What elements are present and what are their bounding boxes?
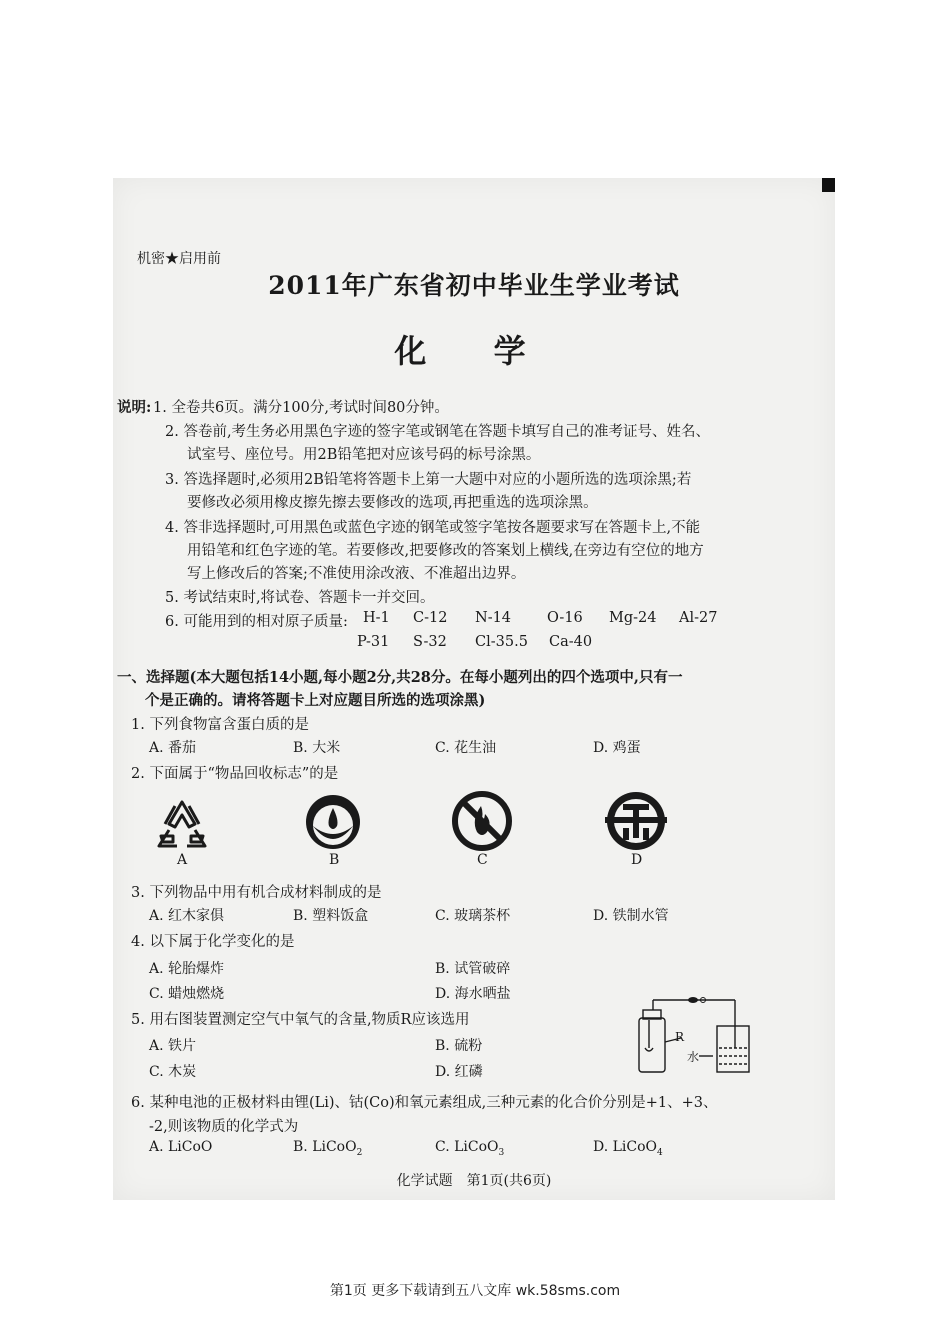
mass-p: P-31: [357, 634, 390, 650]
q3-option-a: A. 红木家俱: [149, 908, 225, 924]
q4-stem: 4. 以下属于化学变化的是: [131, 934, 295, 950]
q5-option-a: A. 铁片: [149, 1038, 197, 1054]
instruction-1: 1. 全卷共6页。满分100分,考试时间80分钟。: [153, 400, 449, 416]
mass-o: O-16: [547, 610, 583, 626]
instruction-5: 5. 考试结束时,将试卷、答题卡一并交回。: [165, 590, 435, 606]
mass-n: N-14: [475, 610, 512, 626]
q2-label-d: D: [631, 852, 643, 868]
q2-label-c: C: [477, 852, 488, 868]
instruction-4: 4. 答非选择题时,可用黑色或蓝色字迹的钢笔或签字笔按各题要求写在答题卡上,不能: [165, 520, 701, 536]
q3-option-b: B. 塑料饭盒: [293, 908, 369, 924]
scanned-exam-page: [113, 178, 835, 1200]
apparatus-label-water: 水: [687, 1050, 700, 1064]
q2-stem: 2. 下面属于“物品回收标志”的是: [131, 766, 339, 782]
q4-option-a: A. 轮胎爆炸: [149, 961, 225, 977]
mass-h: H-1: [363, 610, 390, 626]
q6-option-d: D. LiCoO$_4$: [593, 1139, 663, 1158]
mass-mg: Mg-24: [609, 610, 657, 626]
apparatus-label-r: R: [675, 1030, 685, 1044]
q5-stem: 5. 用右图装置测定空气中氧气的含量,物质R应该选用: [131, 1012, 470, 1028]
mass-c: C-12: [413, 610, 448, 626]
q5-option-c: C. 木炭: [149, 1064, 197, 1080]
recycle-symbol-icon: [151, 796, 213, 854]
subject-title: 化 学: [394, 332, 554, 370]
instruction-3: 3. 答选择题时,必须用2B铅笔将答题卡上第一大题中对应的小题所选的选项涂黑;若: [165, 472, 692, 488]
download-note: 第1页 更多下载请到五八文库 wk.58sms.com: [329, 1283, 621, 1299]
mass-ca: Ca-40: [549, 634, 593, 650]
q3-option-c: C. 玻璃茶杯: [435, 908, 511, 924]
confidential-mark: 机密★启用前: [137, 251, 221, 267]
instructions-label: 说明:: [117, 399, 152, 416]
section-heading: 一、选择题(本大题包括14小题,每小题2分,共28分。在每小题列出的四个选项中,只有一: [117, 669, 683, 686]
q1-option-c: C. 花生油: [435, 740, 497, 756]
q4-option-c: C. 蜡烛燃烧: [149, 986, 225, 1002]
instruction-3-cont: 要修改必须用橡皮擦先擦去要修改的选项,再把重选的选项涂黑。: [187, 495, 598, 511]
q6-option-b: B. LiCoO$_2$: [293, 1139, 363, 1158]
q3-stem: 3. 下列物品中用有机合成材料制成的是: [131, 885, 382, 901]
q5-option-d: D. 红磷: [435, 1064, 483, 1080]
section-heading-cont: 个是正确的。请将答题卡上对应题目所选的选项涂黑): [145, 692, 486, 709]
q2-label-b: B: [329, 852, 340, 868]
mass-cl: Cl-35.5: [475, 634, 528, 650]
instruction-6: 6. 可能用到的相对原子质量:: [165, 614, 348, 630]
q4-option-b: B. 试管破碎: [435, 961, 511, 977]
exam-title: 2011年广东省初中毕业生学业考试: [268, 271, 680, 300]
mass-al: Al-27: [679, 610, 718, 626]
q6-stem: 6. 某种电池的正极材料由锂(Li)、钴(Co)和氧元素组成,三种元素的化合价分别是+1、+3、: [131, 1095, 718, 1111]
q1-option-d: D. 鸡蛋: [593, 740, 641, 756]
q5-option-b: B. 硫粉: [435, 1038, 483, 1054]
q3-option-d: D. 铁制水管: [593, 908, 669, 924]
instruction-4-cont: 用铅笔和红色字迹的笔。若要修改,把要修改的答案划上横线,在旁边有空位的地方: [187, 543, 704, 559]
q2-label-a: A: [177, 852, 188, 868]
scan-edge-mark: [822, 178, 835, 192]
energy-saving-icon: [605, 790, 667, 852]
instruction-2: 2. 答卷前,考生务必用黑色字迹的签字笔或钢笔在答题卡填写自己的准考证号、姓名、: [165, 424, 711, 440]
q1-option-a: A. 番茄: [149, 740, 197, 756]
instruction-2-cont: 试室号、座位号。用2B铅笔把对应该号码的标号涂黑。: [187, 447, 541, 463]
q4-option-d: D. 海水晒盐: [435, 986, 511, 1002]
q6-option-a: A. LiCoO: [149, 1139, 213, 1155]
q1-option-b: B. 大米: [293, 740, 341, 756]
water-saving-icon: [303, 792, 363, 852]
page-footer: 化学试题 第1页(共6页): [396, 1173, 552, 1189]
instruction-4-cont2: 写上修改后的答案;不准使用涂改液、不准超出边界。: [187, 566, 526, 582]
q1-stem: 1. 下列食物富含蛋白质的是: [131, 717, 309, 733]
no-fire-icon: [451, 790, 513, 852]
q6-stem-cont: -2,则该物质的化学式为: [149, 1119, 299, 1135]
q6-option-c: C. LiCoO$_3$: [435, 1139, 505, 1158]
mass-s: S-32: [413, 634, 447, 650]
